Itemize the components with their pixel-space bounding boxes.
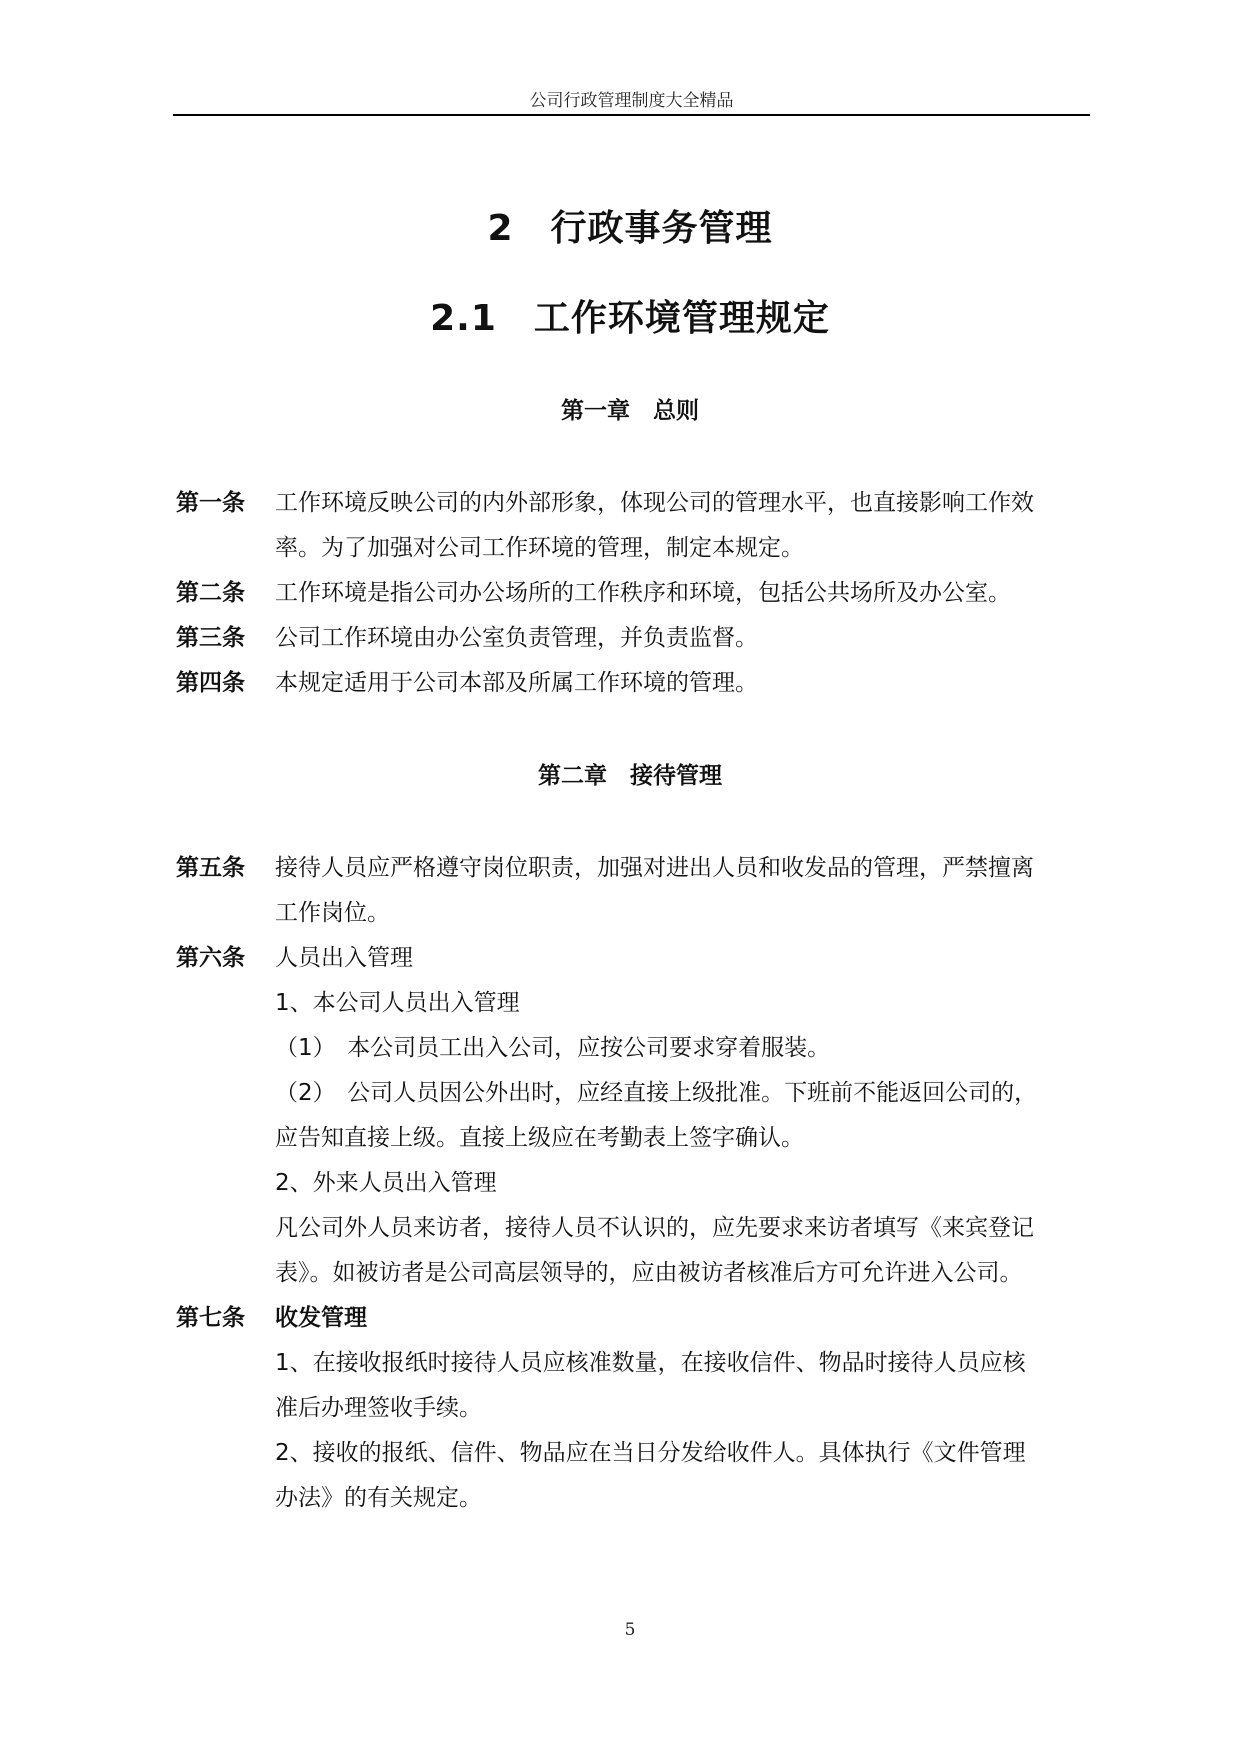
subsection-title: 2.1 工作环境管理规定 — [430, 298, 830, 339]
article-text: 接待人员应严格遵守岗位职责，加强对进出人员和收发品的管理，严禁擅离 — [275, 855, 1034, 881]
article-text: 1、本公司人员出入管理 — [275, 990, 520, 1016]
article-text: 率。为了加强对公司工作环境的管理，制定本规定。 — [275, 535, 804, 561]
chapter-title: 第二章 接待管理 — [538, 763, 722, 789]
section-title: 2 行政事务管理 — [487, 208, 773, 249]
page-number: 5 — [624, 1620, 636, 1640]
article-label: 第三条 — [176, 625, 245, 651]
article-text: （1） 本公司员工出入公司，应按公司要求穿着服装。 — [275, 1035, 831, 1061]
article-text: 表》。如被访者是公司高层领导的，应由被访者核准后方可允许进入公司。 — [275, 1260, 1023, 1286]
article-text: （2） 公司人员因公外出时，应经直接上级批准。下班前不能返回公司的， — [275, 1080, 1038, 1106]
article-text: 2、外来人员出入管理 — [275, 1170, 497, 1196]
article-label: 第一条 — [176, 490, 245, 516]
article-label: 第二条 — [176, 580, 245, 606]
article-text: 凡公司外人员来访者，接待人员不认识的，应先要求来访者填写《来宾登记 — [275, 1215, 1034, 1241]
chapter-title: 第一章 总则 — [561, 398, 699, 424]
header-rule — [173, 114, 1090, 116]
article-text: 1、在接收报纸时接待人员应核准数量，在接收信件、物品时接待人员应核 — [275, 1350, 1026, 1376]
article-text: 准后办理签收手续。 — [275, 1395, 482, 1421]
article-label: 第七条 — [176, 1305, 245, 1331]
running-header: 公司行政管理制度大全精品 — [529, 91, 734, 111]
article-text: 2、接收的报纸、信件、物品应在当日分发给收件人。具体执行《文件管理 — [275, 1440, 1026, 1466]
article-text: 办法》的有关规定。 — [275, 1485, 482, 1511]
article-label: 第五条 — [176, 855, 245, 881]
article-text: 工作环境反映公司的内外部形象，体现公司的管理水平，也直接影响工作效 — [275, 490, 1034, 516]
article-text: 公司工作环境由办公室负责管理，并负责监督。 — [275, 625, 758, 651]
article-text: 应告知直接上级。直接上级应在考勤表上签字确认。 — [275, 1125, 804, 1151]
article-text: 人员出入管理 — [275, 945, 413, 971]
article-text: 本规定适用于公司本部及所属工作环境的管理。 — [275, 670, 758, 696]
article-heading: 收发管理 — [275, 1305, 367, 1331]
article-text: 工作环境是指公司办公场所的工作秩序和环境，包括公共场所及办公室。 — [275, 580, 1011, 606]
article-label: 第四条 — [176, 670, 245, 696]
article-text: 工作岗位。 — [275, 900, 390, 926]
article-label: 第六条 — [176, 945, 245, 971]
